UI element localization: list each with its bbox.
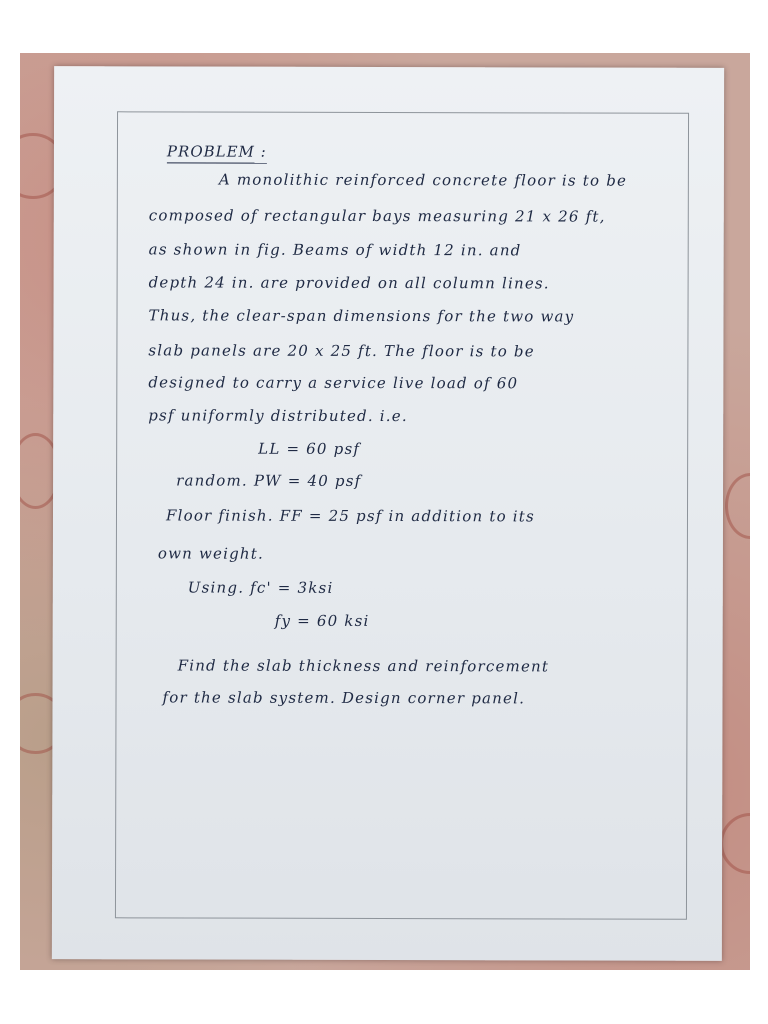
cloth-pattern	[725, 473, 750, 539]
text-line-2: composed of rectangular bays measuring 21 x 26 ft,	[148, 206, 606, 226]
cloth-pattern	[720, 813, 750, 874]
problem-heading: PROBLEM :	[167, 142, 267, 163]
text-line-8: psf uniformly distributed. i.e.	[148, 406, 408, 426]
text-line-7: designed to carry a service live load of 60	[148, 373, 519, 393]
text-line-4: depth 24 in. are provided on all column lines.	[148, 273, 550, 293]
text-line-3: as shown in fig. Beams of width 12 in. and	[148, 240, 522, 260]
text-line-find: Find the slab thickness and reinforcement	[177, 656, 550, 676]
text-line-6: slab panels are 20 x 25 ft. The floor is to be	[148, 341, 535, 361]
text-line-fc: Using. fc' = 3ksi	[187, 578, 334, 597]
text-line-fy: fy = 60 ksi	[274, 611, 370, 630]
text-line-5: Thus, the clear-span dimensions for the two way	[148, 306, 575, 326]
text-line-ff: Floor finish. FF = 25 psf in addition to its	[165, 506, 535, 526]
text-line-ll: LL = 60 psf	[258, 439, 361, 458]
text-line-1: A monolithic reinforced concrete floor is to be	[218, 170, 628, 190]
paper-sheet	[52, 66, 724, 961]
text-line-own-weight: own weight.	[157, 544, 264, 563]
text-line-pw: random. PW = 40 psf	[176, 471, 362, 490]
text-line-design: for the slab system. Design corner panel.	[162, 688, 526, 708]
photo-background	[20, 53, 750, 970]
